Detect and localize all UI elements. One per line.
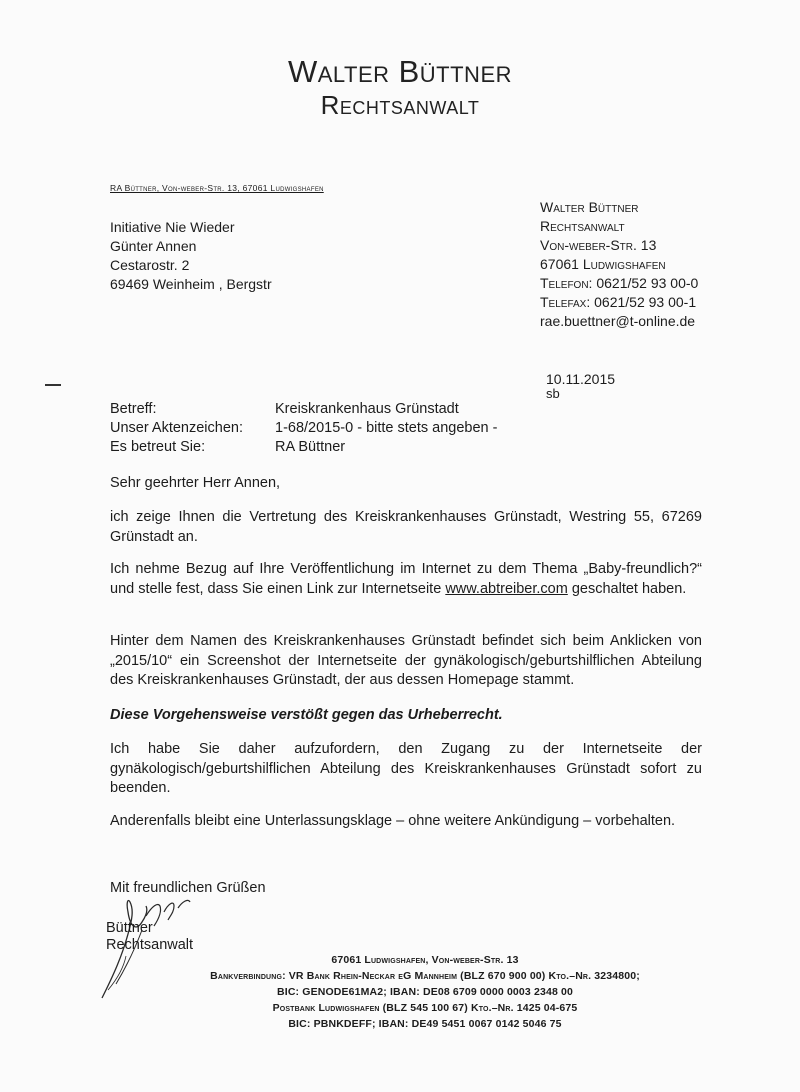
paragraph-2-end: geschaltet haben. [567, 580, 687, 597]
closing-greeting: Mit freundlichen Grüßen [110, 880, 266, 896]
footer-bank-2-iban: BIC: PBNKDEFF; IBAN: DE49 5451 0067 0142 5046 75 [288, 1018, 562, 1030]
subject-value: Kreiskrankenhaus Grünstadt [275, 401, 459, 417]
subject-label: Betreff: [110, 401, 157, 417]
paragraph-2 [110, 560, 702, 599]
paragraph-2-start: Ich nehme Bezug auf Ihre Veröffentlichung im Internet zu dem Thema „Baby-freundlich?“ und stelle fest, dass Sie einen Link zur Internetseite [110, 561, 702, 597]
letterhead-name [0, 54, 800, 90]
paragraph-4-emphasis: Diese Vorgehensweise verstößt gegen das Urheberrecht. [110, 707, 503, 723]
return-address: RA Büttner, Von-weber-Str. 13, 67061 Ludwigshafen [110, 183, 324, 193]
sender-block [540, 198, 698, 331]
signature-name: Büttner [106, 920, 153, 936]
recipient-line-4: 69469 Weinheim , Bergstr [110, 276, 272, 292]
signature-role: Rechtsanwalt [106, 937, 194, 953]
recipient-line-3: Cestarostr. 2 [110, 257, 190, 273]
handler-label: Es betreut Sie: [110, 439, 206, 455]
paragraph-3: Hinter dem Namen des Kreiskrankenhauses Grünstadt befindet sich beim Anklicken von „2015/10“ ein Screenshot der Internetseite der gynäkologisch/geburtshilflichen Abteilung des Kreiskrankenhauses Grünstadt, der aus dessen Homepage stammt. [110, 633, 702, 688]
website-link[interactable]: www.abtreiber.com [445, 580, 568, 597]
sender-street: Von-weber-Str. 13 [540, 237, 657, 253]
letter-initials: sb [546, 386, 560, 401]
paragraph-6: Anderenfalls bleibt eine Unterlassungsklage – ohne weitere Ankündigung – vorbehalten. [110, 813, 676, 829]
letterhead-title-text: Rechtsanwalt [320, 90, 480, 120]
sender-name: Walter Büttner [540, 199, 639, 215]
sender-title: Rechtsanwalt [540, 218, 625, 234]
recipient-address [110, 218, 272, 294]
footer-block [100, 952, 750, 1032]
footer-address: 67061 Ludwigshafen, Von-weber-Str. 13 [331, 954, 519, 966]
salutation: Sehr geehrter Herr Annen, [110, 475, 281, 491]
file-number-value: 1-68/2015-0 - bitte stets angeben - [275, 420, 498, 436]
recipient-line-1: Initiative Nie Wieder [110, 219, 235, 235]
letterhead-title [0, 90, 800, 120]
file-number-label: Unser Aktenzeichen: [110, 420, 243, 436]
sender-city: 67061 Ludwigshafen [540, 256, 666, 272]
footer-bank-1-iban: BIC: GENODE61MA2; IBAN: DE08 6709 0000 0003 2348 00 [277, 986, 573, 998]
paragraph-1: ich zeige Ihnen die Vertretung des Kreiskrankenhauses Grünstadt, Westring 55, 67269 Grünstadt an. [110, 509, 702, 545]
sender-fax: Telefax: 0621/52 93 00-1 [540, 294, 697, 310]
paragraph-5: Ich habe Sie daher aufzufordern, den Zugang zu der Internetseite der gynäkologisch/geburtshilflichen Abteilung des Kreiskrankenhauses Grünstadt sofort zu beenden. [110, 741, 702, 796]
sender-email[interactable]: rae.buettner@t-online.de [540, 313, 696, 329]
footer-bank-2: Postbank Ludwigshafen (BLZ 545 100 67) Kto.–Nr. 1425 04-675 [272, 1002, 578, 1014]
footer-bank-1: Bankverbindung: VR Bank Rhein-Neckar eG Mannheim (BLZ 670 900 00) Kto.–Nr. 3234800; [210, 970, 640, 982]
handler-value: RA Büttner [275, 439, 346, 455]
recipient-line-2: Günter Annen [110, 238, 197, 254]
letter-date: 10.11.2015 [546, 371, 616, 387]
letterhead-name-text: Walter Büttner [287, 54, 513, 89]
sender-phone: Telefon: 0621/52 93 00-0 [540, 275, 699, 291]
fold-mark [45, 384, 61, 386]
